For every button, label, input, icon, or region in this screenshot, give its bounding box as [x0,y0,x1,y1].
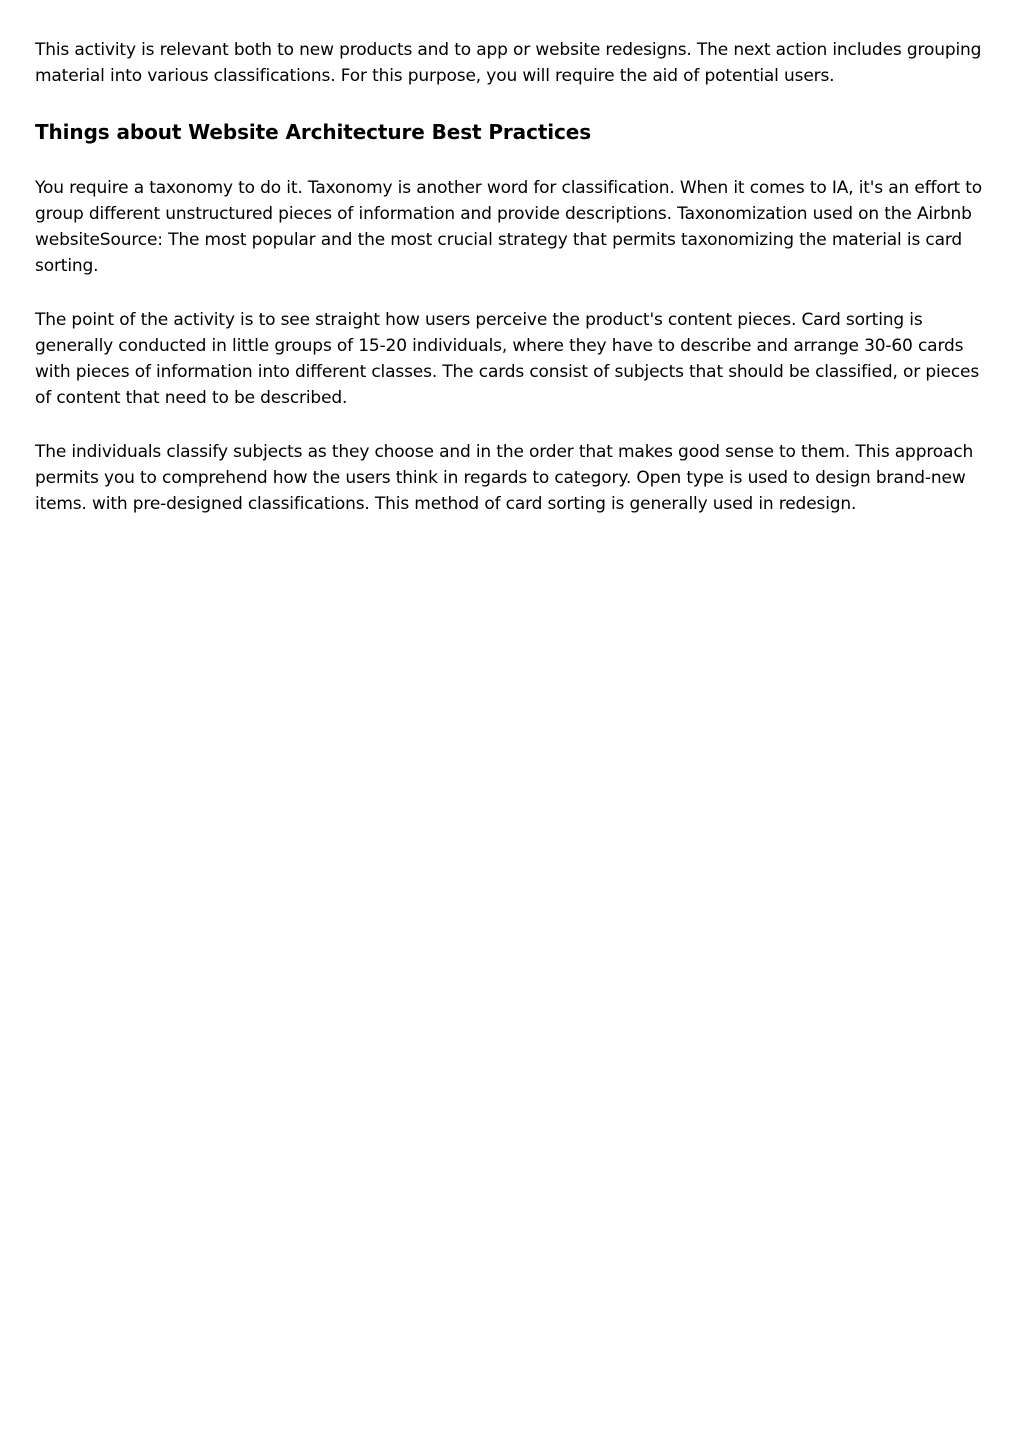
paragraph-taxonomy: You require a taxonomy to do it. Taxonomy is another word for classification. When it comes to IA, it's an effort to group different unstructured pieces of information and provide descriptions. Taxonomization used on the Airbnb websiteSource: The most popular and the most crucial strategy that permits taxonomizing the material is card sorting. [35,178,983,276]
article-body [35,37,995,517]
section-heading: Things about Website Architecture Best Practices [35,120,592,144]
intro-paragraph: This activity is relevant both to new products and to app or website redesigns. The next action includes grouping material into various classifications. For this purpose, you will require the aid of potential users. [35,40,982,86]
paragraph-card-sorting: The point of the activity is to see straight how users perceive the product's content pieces. Card sorting is generally conducted in little groups of 15-20 individuals, where they have to describe and arrange 30-60 cards with pieces of information into different classes. The cards consist of subjects that should be classified, or pieces of content that need to be described. [35,310,980,408]
paragraph-classification: The individuals classify subjects as they choose and in the order that makes good sense to them. This approach permits you to comprehend how the users think in regards to category. Open type is used to design brand-new items. with pre-designed classifications. This method of card sorting is generally used in redesign. [35,442,974,514]
